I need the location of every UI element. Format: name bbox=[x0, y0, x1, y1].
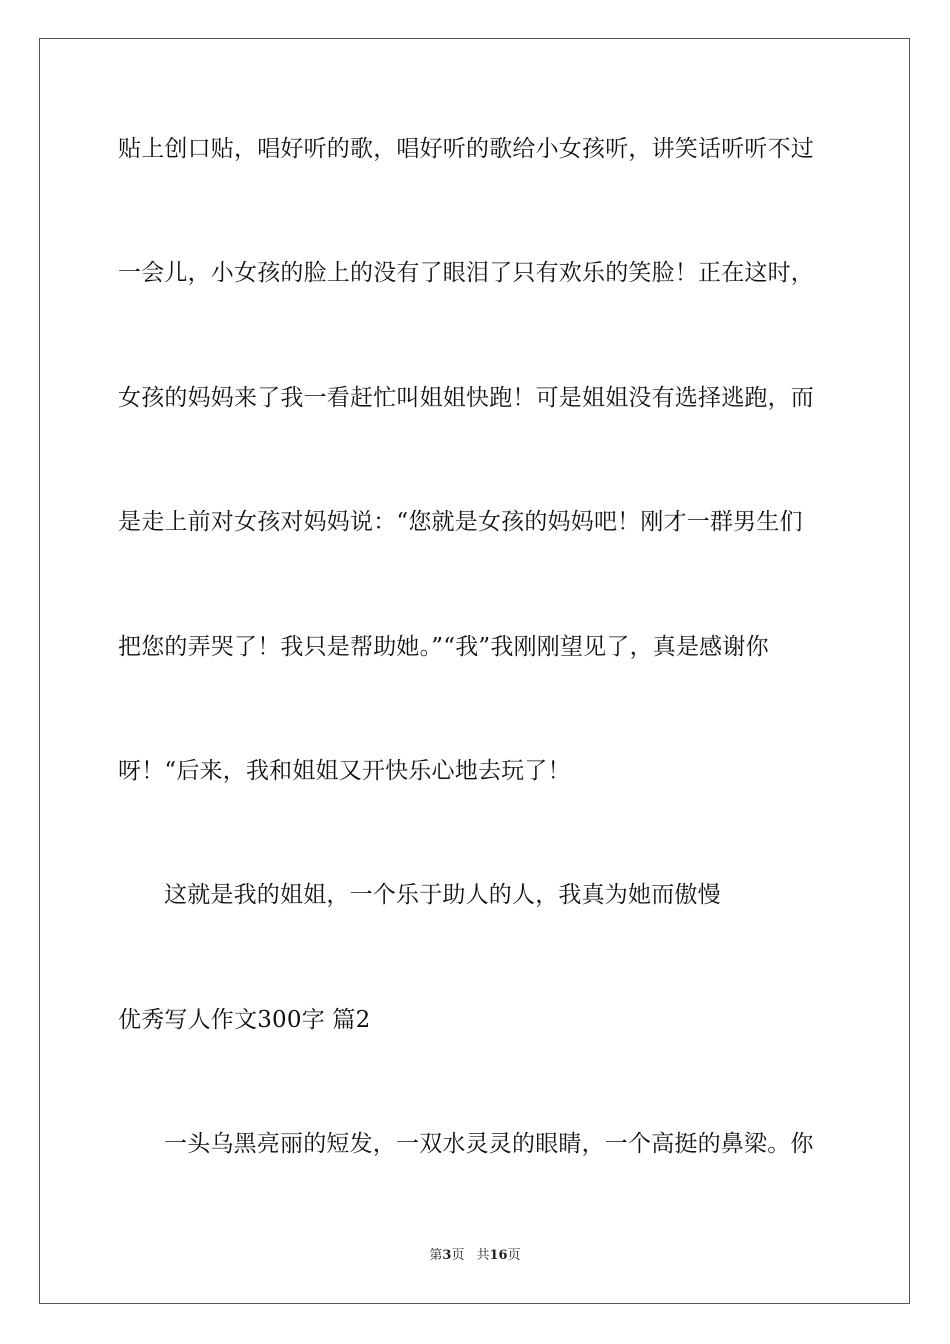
footer-total-pages: 16 bbox=[489, 1248, 508, 1263]
paragraph-line: 女孩的妈妈来了我一看赶忙叫姐姐快跑！可是姐姐没有选择逃跑，而 bbox=[118, 385, 814, 411]
page-border bbox=[39, 38, 910, 1304]
footer-page-prefix: 第 bbox=[429, 1248, 443, 1263]
footer-total-prefix: 共 bbox=[476, 1248, 490, 1263]
paragraph-line: 把您的弄哭了！我只是帮助她。”“我”我刚刚望见了，真是感谢你 bbox=[118, 634, 769, 660]
footer-total-suffix: 页 bbox=[507, 1248, 521, 1263]
paragraph-line: 一会儿，小女孩的脸上的没有了眼泪了只有欢乐的笑脸！正在这时， bbox=[118, 260, 814, 286]
page-footer bbox=[0, 1247, 950, 1265]
paragraph-line: 一头乌黑亮丽的短发，一双水灵灵的眼睛，一个高挺的鼻梁。你 bbox=[164, 1131, 814, 1157]
section-heading: 优秀写人作文300字 篇2 bbox=[118, 1007, 371, 1033]
footer-page-suffix: 页 bbox=[451, 1248, 465, 1263]
paragraph-line: 呀！“后来，我和姐姐又开快乐心地去玩了！ bbox=[118, 758, 571, 784]
paragraph-line: 贴上创口贴，唱好听的歌，唱好听的歌给小女孩听，讲笑话听听不过 bbox=[118, 136, 814, 162]
paragraph-line: 这就是我的姐姐，一个乐于助人的人，我真为她而傲慢 bbox=[164, 882, 721, 908]
paragraph-line: 是走上前对女孩对妈妈说：“您就是女孩的妈妈吧！刚才一群男生们 bbox=[118, 509, 803, 535]
footer-page-number: 3 bbox=[442, 1248, 452, 1263]
